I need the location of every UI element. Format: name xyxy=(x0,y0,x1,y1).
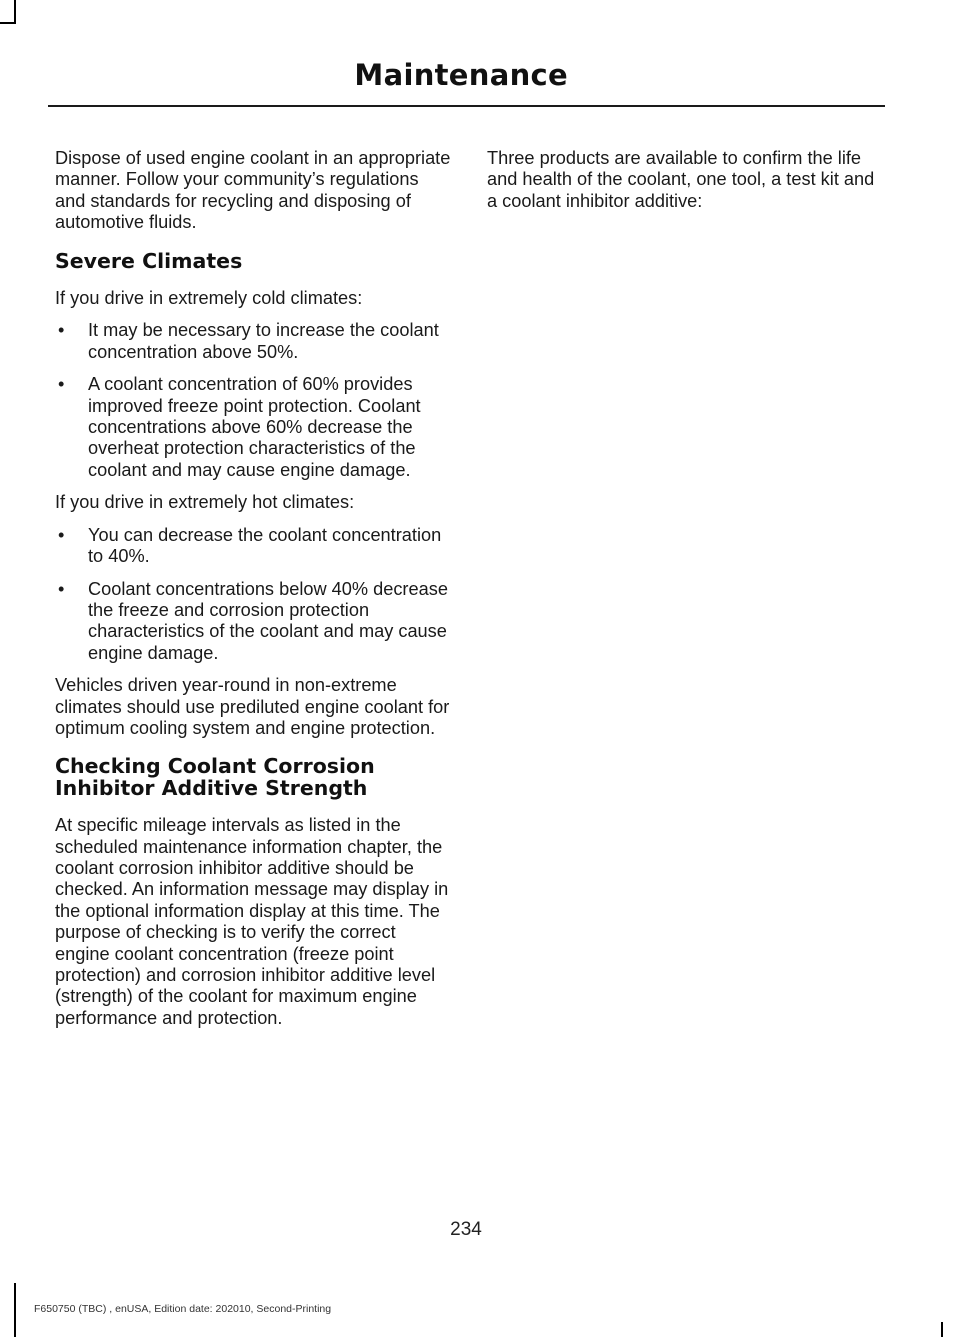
bullet-icon: • xyxy=(58,320,65,341)
intro-paragraph: Dispose of used engine coolant in an appropriate manner. Follow your community’s regulations and standards for recycling and disposing of automotive fluids. xyxy=(55,148,451,233)
list-item xyxy=(55,374,451,481)
page-number: 234 xyxy=(450,1219,482,1240)
list-item-text: A coolant concentration of 60% provides improved freeze point protection. Coolant concentrations above 60% decrease the overheat protection characteristics of the coolant and may cause engine damage. xyxy=(88,374,421,480)
checking-coolant-heading: Checking Coolant Corrosion Inhibitor Additive Strength xyxy=(55,754,375,800)
list-item-text: It may be necessary to increase the coolant concentration above 50%. xyxy=(88,320,439,362)
edition-footer: F650750 (TBC) , enUSA, Edition date: 202010, Second-Printing xyxy=(34,1303,332,1315)
right-column xyxy=(487,148,884,229)
cold-climates-intro: If you drive in extremely cold climates: xyxy=(55,288,363,309)
bullet-icon: • xyxy=(58,524,65,545)
severe-climates-heading: Severe Climates xyxy=(55,248,243,273)
list-item-text: You can decrease the coolant concentration to 40%. xyxy=(88,524,442,567)
non-extreme-climates-paragraph: Vehicles driven year-round in non-extreme climates should use prediluted engine coolant for optimum cooling system and engine protection. xyxy=(55,675,450,738)
coolant-products-paragraph: Three products are available to confirm the life and health of the coolant, one tool, a test kit and a coolant inhibitor additive: xyxy=(487,148,875,211)
list-item-text: Coolant concentrations below 40% decrease the freeze and corrosion protection characteristics of the coolant and may cause engine damage. xyxy=(88,578,448,663)
page-title: Maintenance xyxy=(354,58,568,92)
list-item xyxy=(55,525,451,568)
cold-climates-list xyxy=(55,320,451,481)
checking-coolant-paragraph: At specific mileage intervals as listed in the scheduled maintenance information chapter, the coolant corrosion inhibitor additive should be checked. An information message may display in the optional information display at this time. The purpose of checking is to verify the correct engine coolant concentration (freeze point protection) and corrosion inhibitor additive level (strength) of the coolant for maximum engine performance and protection. xyxy=(55,815,449,1028)
hot-climates-intro: If you drive in extremely hot climates: xyxy=(55,492,355,513)
crop-mark-bottom-right xyxy=(941,1322,943,1337)
crop-mark-top-left xyxy=(14,0,16,24)
crop-mark-bottom-left xyxy=(14,1283,16,1337)
left-column xyxy=(55,148,451,1046)
bullet-icon: • xyxy=(58,374,65,395)
list-item xyxy=(55,320,451,363)
bullet-icon: • xyxy=(58,578,65,599)
header-divider xyxy=(48,105,885,107)
hot-climates-list xyxy=(55,525,451,664)
crop-mark-top-left-horizontal xyxy=(0,22,16,24)
list-item xyxy=(55,579,451,665)
